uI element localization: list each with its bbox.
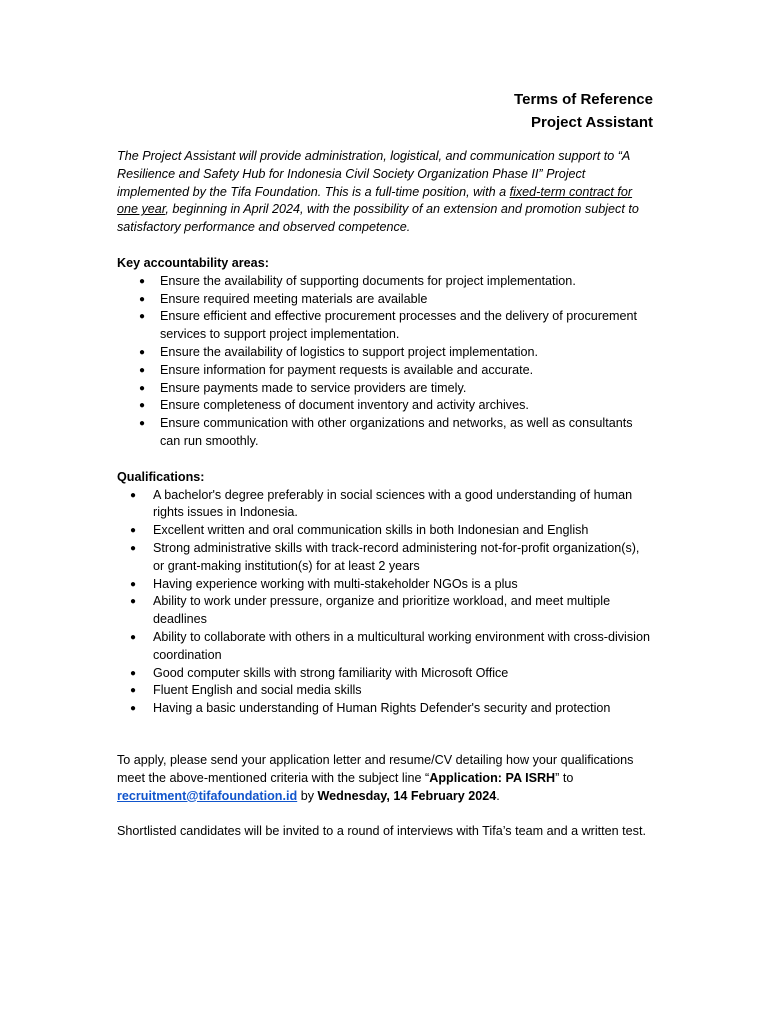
list-item: ● Ensure communication with other organizations and networks, as well as consultants can run smoothly. — [139, 416, 633, 448]
bullet-icon: ● — [130, 525, 137, 537]
list-item: ● Ensure required meeting materials are available — [117, 291, 653, 309]
bullet-icon: ● — [139, 364, 146, 376]
list-item: ● Fluent English and social media skills — [117, 682, 653, 700]
bullet-icon: ● — [139, 346, 146, 358]
qualifications-heading: Qualifications: — [117, 469, 205, 484]
intro-text-part1: The Project Assistant will provide administration, logistical, and communication support to “A Resilience and Safety Hub for Indonesia Civil Society Organization Phase II” Project implemented by the Tifa Foundation. This is a full-time position, with a — [117, 149, 630, 199]
list-item: ● Good computer skills with strong familiarity with Microsoft Office — [117, 665, 653, 683]
list-item: ● Ensure efficient and effective procurement processes and the delivery of procurement services to support project implementation. — [139, 309, 637, 342]
shortlist-note: Shortlisted candidates will be invited to a round of interviews with Tifa’s team and a written test. — [117, 824, 646, 839]
bullet-icon: ● — [139, 400, 146, 412]
bullet-icon: ● — [139, 293, 146, 305]
recruitment-email-link[interactable]: recruitment@tifafoundation.id — [117, 788, 298, 803]
bullet-icon: ● — [139, 275, 146, 287]
bullet-icon: ● — [139, 311, 146, 323]
key-accountability-list — [117, 273, 653, 451]
title-line-terms-of-reference: Terms of Reference — [514, 91, 653, 108]
application-instructions: To apply, please send your application letter and resume/CV detailing how your qualifications meet the above-mentioned criteria with the subject line “Application: PA ISRH” to recruitment@tifafoundation.id by Wednesday, 14 February 2024. — [117, 752, 634, 803]
intro-contract-term: fixed-term contract for one year — [117, 184, 633, 217]
document-title — [117, 88, 653, 134]
bullet-icon: ● — [139, 382, 146, 394]
bullet-icon: ● — [130, 703, 137, 715]
list-item: ● Ability to collaborate with others in a multicultural working environment with cross-division coordination — [130, 629, 650, 662]
application-deadline: Wednesday, 14 February 2024 — [317, 788, 497, 803]
intro-paragraph — [117, 148, 653, 237]
list-item: ● Excellent written and oral communication skills in both Indonesian and English — [117, 522, 653, 540]
list-item: ● Ability to work under pressure, organize and prioritize workload, and meet multiple deadlines — [130, 594, 611, 627]
key-accountability-heading: Key accountability areas: — [117, 255, 269, 270]
bullet-icon: ● — [130, 542, 137, 554]
list-item: ● Having a basic understanding of Human Rights Defender's security and protection — [117, 700, 653, 718]
email-subject-line: Application: PA ISRH — [429, 770, 556, 785]
list-item: ● Having experience working with multi-stakeholder NGOs is a plus — [117, 576, 653, 594]
bullet-icon: ● — [130, 667, 137, 679]
bullet-icon: ● — [130, 596, 137, 608]
bullet-icon: ● — [139, 418, 146, 430]
bullet-icon: ● — [130, 489, 137, 501]
qualifications-list — [117, 487, 653, 718]
intro-text-part2: , beginning in April 2024, with the possibility of an extension and promotion subject to satisfactory performance and observed competence. — [117, 202, 639, 235]
list-item: ● Ensure the availability of logistics to support project implementation. — [117, 344, 653, 362]
list-item: ● A bachelor's degree preferably in social sciences with a good understanding of human rights issues in Indonesia. — [130, 487, 633, 520]
bullet-icon: ● — [130, 631, 137, 643]
list-item: ● Ensure payments made to service providers are timely. — [117, 380, 653, 398]
list-item: ● Ensure information for payment requests is available and accurate. — [117, 362, 653, 380]
title-line-position: Project Assistant — [531, 114, 653, 131]
list-item: ● Ensure the availability of supporting documents for project implementation. — [117, 273, 653, 291]
list-item: ● Ensure completeness of document inventory and activity archives. — [117, 397, 653, 415]
list-item: ● Strong administrative skills with track-record administering not-for-profit organization(s), or grant-making institution(s) for at least 2 years — [130, 540, 640, 573]
bullet-icon: ● — [130, 578, 137, 590]
document-page — [117, 88, 653, 841]
bullet-icon: ● — [130, 685, 137, 697]
